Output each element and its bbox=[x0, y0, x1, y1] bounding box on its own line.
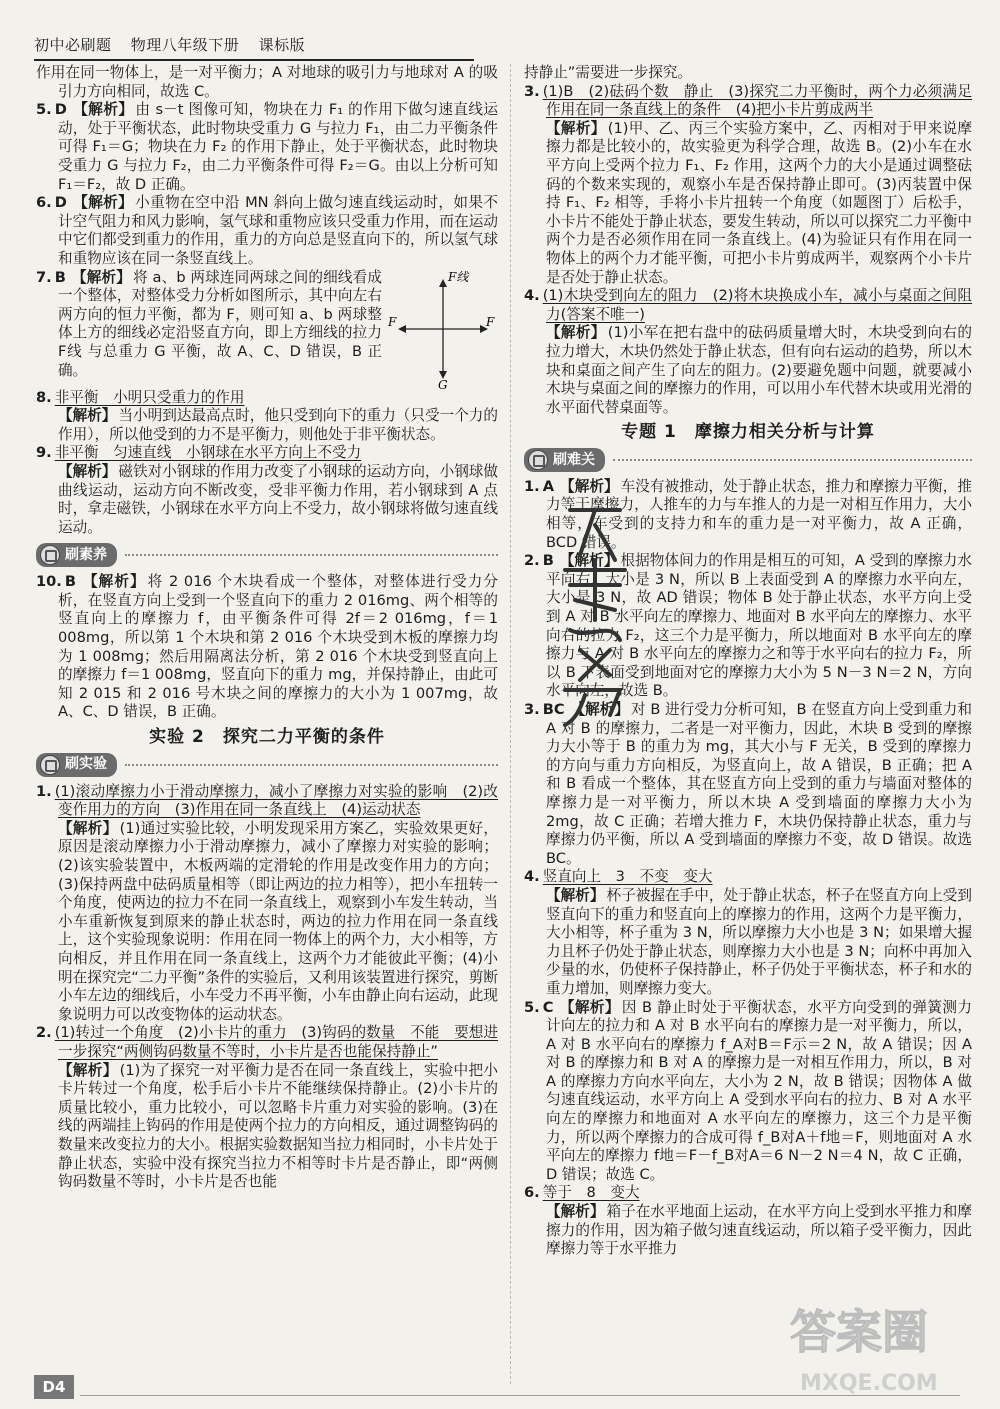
diagram-label-bottom: G bbox=[438, 377, 448, 389]
column-divider bbox=[510, 64, 511, 1384]
page-header bbox=[34, 34, 474, 61]
experiment-answer-4: 4. (1)木块受到向左的阻力 (2)将木块换成小车，减小与桌面之间阻力(答案不唯一) 【解析】 (1)小军在把右盘中的砝码质量增大时，木块受到向右的拉力增大，木块仍然处于静止状态，但有向右运动的趋势，所以木块和桌面之间产生了向左的阻力。(2)要避免题中问题，就要减小木块与桌面之间的摩擦力的作用，可以用小车代替木块或用光滑的水平面代替桌面等。 bbox=[524, 287, 972, 416]
answer-7: F线 F F G 7. B 【解析】 将 a、b 两球连同两球之间的细线看成一个整体，对整体受力分析如图所示，其中向左右两方向的恒力平衡，都为 F，则可知 a、b 两球整体上方的细线必定沿竖直方向，即上方细线的拉力 F线 与总重力 G 平衡，故 A、C、D 错误，B 正确。 bbox=[36, 269, 498, 381]
site-watermark bbox=[780, 1290, 980, 1400]
left-column bbox=[36, 64, 498, 1192]
handwritten-scribble bbox=[550, 500, 640, 730]
book-name: 物理八年级下册 bbox=[130, 36, 240, 54]
answer-5: 5. D 【解析】 由 s－t 图像可知，物块在力 F₁ 的作用下做匀速直线运动，处于平衡状态，此时物块受重力 G 与拉力 F₁，由二力平衡条件可得 F₁＝G；物块在力 F₂ 的作用下静止，处于平衡状态，此时物块受重力 G 与拉力 F₂，由二力平衡条件可得 F₂＝G。由以上分析可知 F₁＝F₂，故 D 正确。 bbox=[36, 101, 498, 193]
diagram-label-right: F bbox=[486, 314, 495, 329]
watermark-text: 答案圈 bbox=[790, 1305, 928, 1359]
topic-answer-3: 3. BC 【解析】 对 B 进行受力分析可知，B 在竖直方向上受到重力和 A 对 B 的摩擦力，二者是一对平衡力，因此，木块 B 受到的摩擦力大小等于 B 的重力为 mg，其大小与 F 无关，B 受到的摩擦力的方向与重力方向相反，为竖直向上，故 A 错误，B 正确；把 A 和 B 看成一个整体，其在竖直方向上受到的重力与墙面对整体的摩擦力是一对平衡力，所以木块 A 受到墙面的摩擦力大小为 2mg，故 C 正确；若增大推力 F，木块仍保持静止状态，重力与摩擦力仍平衡，所以 A 受到墙面的摩擦力不变，故 D 错误。故选 BC。 bbox=[524, 701, 972, 867]
footer-rule bbox=[80, 1395, 960, 1396]
section-badge-nanguan: 刷难关 bbox=[524, 448, 972, 472]
diagram-label-left: F bbox=[388, 314, 397, 329]
diagram-label-top: F线 bbox=[448, 269, 469, 284]
section-badge-suyang: 刷素养 bbox=[36, 543, 498, 567]
topic-answer-5: 5. C 【解析】 因 B 静止时处于平衡状态，水平方向受到的弹簧测力计向左的拉力和 A 对 B 水平向右的摩擦力是一对平衡力，所以，A 对 B 水平向右的摩擦力 f_A对B＝F示＝2 N，故 A 错误；因 A 对 B 的摩擦力和 B 对 A 的摩擦力是一对相互作用力，所以，B 对 A 的摩擦力方向水平向左，大小为 2 N，故 B 错误；因物体 A 做匀速直线运动，水平方向上 A 受到水平向右的拉力、B 对 A 水平向左的摩擦力和地面对 A 水平向左的摩擦力，这三个力是平衡力，所以两个摩擦力的合成可得 f_B对A＋f地＝F，则地面对 A 水平向左的摩擦力 f地＝F－f_B对A＝6 N－2 N＝4 N，故 C 正确，D 错误；故选 C。 bbox=[524, 998, 972, 1183]
section-title-experiment-2: 实验 2 探究二力平衡的条件 bbox=[149, 727, 385, 748]
topic-answer-2: 2. B 【解析】 根据物体间力的作用是相互的可知，A 受到的摩擦力水平向右，大小是 3 N，所以 B 上表面受到 A 的摩擦力水平向左，大小是 3 N，故 AD 错误；物体 B 处于静止状态，水平方向上受到 A 对 B 水平向左的摩擦力、地面对 B 水平向左的摩擦力、水平向右的拉力 F₂，这三个力是平衡力，所以地面对 B 水平向左的摩擦力与 A 对 B 水平向左的摩擦力之和等于水平向右的拉力 F₂，所以 B 下表面受到地面对它的摩擦力大小为 5 N－3 N＝2 N，方向水平向左，故选 B。 bbox=[524, 552, 972, 700]
answer-8: 8. 非平衡 小明只受重力的作用 【解析】 当小明到达最高点时，他只受到向下的重力（只受一个力的作用），所以他受到的力不是平衡力，则他处于非平衡状态。 bbox=[36, 388, 498, 443]
page-number: D4 bbox=[34, 1375, 74, 1399]
continued-text: 作用在同一物体上，是一对平衡力；A 对地球的吸引力与地球对 A 的吸引力方向相同，故选 C。 bbox=[36, 64, 498, 100]
answer-9: 9. 非平衡 匀速直线 小钢球在水平方向上不受力 【解析】 磁铁对小钢球的作用力改变了小钢球的运动方向，小钢球做曲线运动，运动方向不断改变，受非平衡力作用，若小钢球到 A 点时，拿走磁铁，小钢球在水平方向上不受力，故小钢球将做匀速直线运动。 bbox=[36, 444, 498, 536]
series-name: 初中必刷题 bbox=[34, 36, 112, 54]
answer-6: 6. D 【解析】 小重物在空中沿 MN 斜向上做匀速直线运动时，如果不计空气阻力和风力影响，氢气球和重物应该只受重力作用，而在运动中它们都受到重力的作用，重力的方向总是竖直向下的，所以氢气球和重物应该在同一条竖直线上。 bbox=[36, 194, 498, 267]
topic-title: 专题 1 摩擦力相关分析与计算 bbox=[621, 422, 875, 443]
pencil-icon bbox=[528, 450, 548, 470]
continued-text-right: 持静止”需要进一步探究。 bbox=[524, 64, 693, 81]
topic-answer-6: 6. 等于 8 变大 【解析】 箱子在水平地面上运动，在水平方向上受到水平推力和摩擦力的作用，因为箱子做匀速直线运动，所以箱子受平衡力，因此摩擦力等于水平推力 bbox=[524, 1184, 972, 1258]
experiment-answer-1: 1. (1)滚动摩擦力小于滑动摩擦力，减小了摩擦力对实验的影响 (2)改变作用力的方向 (3)作用在同一条直线上 (4)运动状态 【解析】 (1)通过实验比较，小明发现采用方案乙，实验效果更好，原因是滚动摩擦力小于滑动摩擦力，减小了摩擦力对实验的影响；(2)该实验装置中，木板两端的定滑轮的作用是改变作用力的方向；(3)保持两盘中砝码质量相等（即让两边的拉力相等），把小车扭转一个角度，使两边的拉力不在同一条直线上，观察到小车发生转动，当小车重新恢复到原来的静止状态时，两边的拉力作用在同一条直线上，这个实验现象说明：作用在同一物体上的两个力，大小相等，方向相反，并且作用在同一条直线上，这两个力才能彼此平衡；(4)小明在探究完“二力平衡”条件的实验后，又利用该装置进行探究，剪断小车左边的细线后，小车受力不再平衡，小车由静止向右运动，此现象说明力可以改变物体的运动状态。 bbox=[36, 782, 498, 1023]
pencil-icon bbox=[40, 755, 60, 775]
topic-answer-4: 4. 竖直向上 3 不变 变大 【解析】 杯子被握在手中，处于静止状态，杯子在竖直方向上受到竖直向下的重力和竖直向上的摩擦力的作用，这两个力是平衡力，大小相等，杯子重为 3 N，所以摩擦力大小也是 3 N；如果增大握力且杯子仍处于静止状态，则摩擦力大小也是 3 N；向杯中再加入少量的水，仍使杯子保持静止，杯子仍处于平衡状态，杯子和水的重力增加，则摩擦力变大。 bbox=[524, 868, 972, 997]
answer-10: 10. B 【解析】 将 2 016 个木块看成一个整体，对整体进行受力分析，在竖直方向上受到一个竖直向下的重力 2 016mg、两个相等的竖直向上的摩擦力 f，由平衡条件可得 2f＝2 016mg，f＝1 008mg，所以第 1 个木块和第 2 016 个木块受到木板的摩擦力均为 1 008mg；然后用隔离法分析，第 2 016 个木块受到竖直向上的摩擦力 f＝1 008mg，竖直向下的重力 mg，并保持静止，由此可知 2 015 和 2 016 号木块之间的摩擦力的大小为 1 007mg，故 A、C、D 错误，B 正确。 bbox=[36, 573, 498, 721]
experiment-answer-3: 3. (1)B (2)砝码个数 静止 (3)探究二力平衡时，两个力必须满足作用在同一条直线上的条件 (4)把小卡片剪成两半 【解析】 (1)甲、乙、丙三个实验方案中，乙、丙相对于甲来说摩擦力都是比较小的，故实验更为科学合理，故选 B。(2)小车在水平方向上受两个拉力 F₁、F₂ 作用，这两个力的大小是通过调整砝码的个数来实现的，观察小车是否保持静止即可。(3)丙装置中保持 F₁、F₂ 相等，手将小卡片扭转一个角度（如题图丁）后松手，小卡片不能处于静止状态，要发生转动，所以可以探究二力平衡中两个力是否必须作用在同一条直线上。(4)为验证只有作用在同一物体上的两个力才能平衡，可把小卡片剪成两半，观察两个小卡片是否处于静止状态。 bbox=[524, 82, 972, 286]
edition-name: 课标版 bbox=[258, 36, 306, 54]
force-diagram bbox=[388, 269, 498, 389]
experiment-answer-2: 2. (1)转过一个角度 (2)小卡片的重力 (3)钩码的数量 不能 要想进一步探究“两侧钩码数量不等时，小卡片是否也能保持静止” 【解析】 (1)为了探究一对平衡力是否在同一条直线上，实验中把小卡片转过一个角度，松手后小卡片不能继续保持静止。(2)小卡片的质量比较小，重力比较小，可以忽略卡片重力对实验的影响。(3)在线的两端挂上钩码的作用是使两个拉力的方向相反，通过调整钩码的数量来改变拉力的大小。根据实验数据知当拉力相同时，小卡片处于静止状态，实验中没有探究当拉力不相等时卡片是否静止，即“两侧钩码数量不等时，小卡片是否也能 bbox=[36, 1024, 498, 1191]
topic-answer-1: 1. A 【解析】 车没有被推动，处于静止状态，推力和摩擦力平衡，推力等于摩擦力，人推车的力与车推人的力是一对相互作用力，大小相等，车受到的支持力和车的重力是一对平衡力，故 A 正确，BCD 错误。 bbox=[524, 477, 972, 551]
watermark-url: MXQE.COM bbox=[800, 1371, 938, 1396]
pencil-icon bbox=[40, 545, 60, 565]
section-badge-shiyan: 刷实验 bbox=[36, 753, 498, 777]
